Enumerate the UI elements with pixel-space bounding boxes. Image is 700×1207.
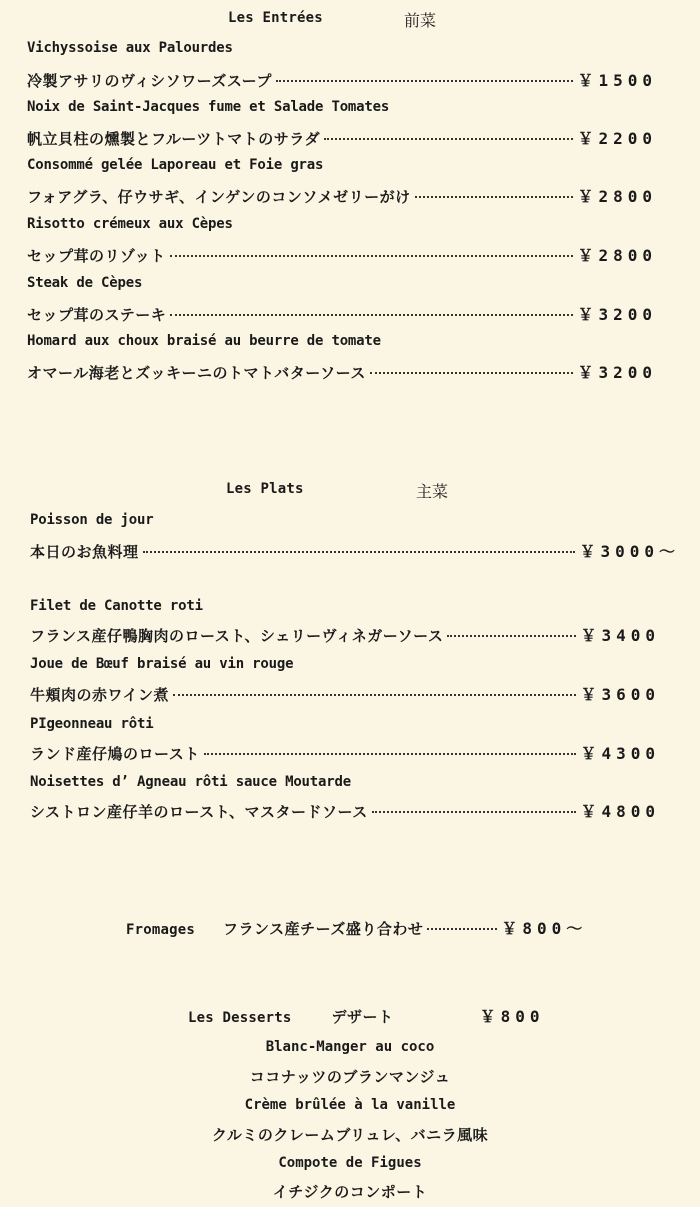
entree-5-row (27, 302, 657, 325)
plat-3-price: ￥3600 (580, 685, 660, 704)
entree-4-price: ￥2800 (577, 246, 657, 265)
leader-dots (204, 753, 577, 755)
leader-dots (173, 694, 576, 696)
entrees-title-fr: Les Entrées (228, 10, 323, 26)
leader-dots (447, 635, 576, 637)
entree-3-name-jp: フォアグラ、仔ウサギ、インゲンのコンソメゼリーがけ (27, 188, 411, 206)
entree-2-name-fr: Noix de Saint-Jacques fume et Salade Tomates (27, 99, 390, 115)
entree-4-row (27, 243, 657, 266)
plat-2-name-fr: Filet de Canotte roti (30, 598, 203, 614)
plat-4-row (30, 741, 660, 764)
entree-5-name-fr: Steak de Cèpes (27, 275, 143, 291)
entree-2-row (27, 126, 657, 149)
entree-4-name-fr: Risotto crémeux aux Cèpes (27, 216, 233, 232)
plat-3-row (30, 682, 660, 705)
entree-3-name-fr: Consommé gelée Laporeau et Foie gras (27, 157, 324, 173)
entree-1-row (27, 68, 657, 91)
plat-4-name-fr: PIgeonneau rôti (30, 716, 154, 732)
leader-dots (170, 255, 574, 257)
desserts-header (188, 1004, 544, 1027)
dessert-3-name-fr: Compote de Figues (278, 1155, 422, 1171)
entree-5-name-jp: セップ茸のステーキ (27, 306, 167, 324)
plat-1-price: ￥3000～ (579, 542, 680, 561)
entree-6-name-jp: オマール海老とズッキーニのトマトバターソース (27, 364, 366, 382)
fromages-row (126, 916, 587, 939)
plat-4-name-jp: ランド産仔鳩のロースト (30, 745, 200, 763)
dessert-2-name-jp: クルミのクレームブリュレ、バニラ風味 (211, 1126, 489, 1144)
plat-5-row (30, 799, 660, 822)
leader-dots (324, 138, 573, 140)
fromages-price: ￥800～ (501, 919, 588, 938)
entree-5-price: ￥3200 (577, 305, 657, 324)
fromages-title-fr: Fromages (126, 922, 196, 938)
leader-dots (276, 80, 574, 82)
desserts-price: ￥800 (479, 1007, 545, 1026)
entrees-title-jp: 前菜 (404, 11, 437, 30)
entree-3-row (27, 184, 657, 207)
entree-6-row (27, 360, 657, 383)
dessert-1-name-fr: Blanc-Manger au coco (265, 1039, 435, 1055)
leader-dots (372, 811, 577, 813)
plat-2-row (30, 623, 660, 646)
entree-6-name-fr: Homard aux choux braisé au beurre de tomate (27, 333, 381, 349)
plat-5-price: ￥4800 (580, 802, 660, 821)
leader-dots (143, 551, 576, 553)
plat-1-row (30, 539, 680, 562)
entree-1-name-fr: Vichyssoise aux Palourdes (27, 40, 233, 56)
desserts-title-jp: デザート (331, 1008, 394, 1026)
entree-4-name-jp: セップ茸のリゾット (27, 247, 166, 265)
plat-3-name-fr: Joue de Bœuf braisé au vin rouge (30, 656, 294, 672)
fromages-name-jp: フランス産チーズ盛り合わせ (223, 920, 424, 938)
entree-1-name-jp: 冷製アサリのヴィシソワーズスープ (27, 72, 272, 90)
plat-3-name-jp: 牛頬肉の赤ワイン煮 (30, 686, 170, 704)
plat-5-name-jp: シストロン産仔羊のロースト、マスタードソース (30, 803, 368, 821)
leader-dots (427, 928, 497, 930)
plats-title-jp: 主菜 (416, 482, 449, 501)
entree-2-name-jp: 帆立貝柱の燻製とフルーツトマトのサラダ (27, 130, 321, 148)
plat-2-name-jp: フランス産仔鴨胸肉のロースト、シェリーヴィネガーソース (30, 627, 444, 645)
entree-1-price: ￥1500 (577, 71, 657, 90)
dessert-2-name-fr: Crème brûlée à la vanille (244, 1097, 456, 1113)
plat-5-name-fr: Noisettes d’ Agneau rôti sauce Moutarde (30, 774, 351, 790)
plat-1-name-jp: 本日のお魚料理 (30, 543, 139, 561)
leader-dots (415, 196, 574, 198)
plat-4-price: ￥4300 (580, 744, 660, 763)
dessert-1-name-jp: ココナッツのブランマンジュ (249, 1068, 451, 1086)
desserts-title-fr: Les Desserts (188, 1010, 292, 1026)
plat-2-price: ￥3400 (580, 626, 660, 645)
plats-title-fr: Les Plats (226, 481, 304, 497)
leader-dots (170, 314, 573, 316)
leader-dots (370, 372, 574, 374)
plat-1-name-fr: Poisson de jour (30, 512, 154, 528)
entree-6-price: ￥3200 (577, 363, 657, 382)
dessert-3-name-jp: イチジクのコンポート (272, 1183, 428, 1201)
entree-3-price: ￥2800 (577, 187, 657, 206)
entree-2-price: ￥2200 (577, 129, 657, 148)
